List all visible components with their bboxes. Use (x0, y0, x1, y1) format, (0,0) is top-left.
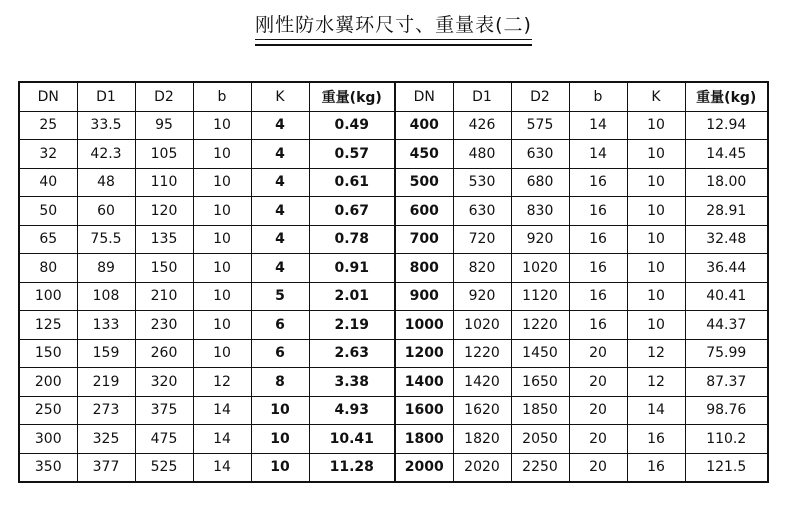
table-cell: 450 (395, 140, 453, 169)
table-cell: 2050 (511, 425, 569, 454)
table-cell: 10 (627, 111, 685, 140)
table-cell: 12.94 (685, 111, 768, 140)
table-row (19, 254, 768, 283)
table-cell: 4.93 (309, 396, 395, 425)
table-cell: 150 (135, 254, 193, 283)
table-row (19, 168, 768, 197)
table-cell: 680 (511, 168, 569, 197)
table-cell: 1800 (395, 425, 453, 454)
table-cell: 6 (251, 311, 309, 340)
table-cell: 426 (453, 111, 511, 140)
column-header: b (569, 82, 627, 111)
column-header: 重量(kg) (309, 82, 395, 111)
table-cell: 133 (77, 311, 135, 340)
column-header: K (627, 82, 685, 111)
table-cell: 65 (19, 225, 77, 254)
table-cell: 121.5 (685, 453, 768, 482)
table-row (19, 368, 768, 397)
table-cell: 108 (77, 282, 135, 311)
table-cell: 10 (627, 282, 685, 311)
table-cell: 630 (453, 197, 511, 226)
table-cell: 110.2 (685, 425, 768, 454)
table-cell: 1620 (453, 396, 511, 425)
table-cell: 0.61 (309, 168, 395, 197)
table-cell: 219 (77, 368, 135, 397)
table-cell: 1200 (395, 339, 453, 368)
table-cell: 600 (395, 197, 453, 226)
table-cell: 28.91 (685, 197, 768, 226)
table-cell: 1850 (511, 396, 569, 425)
table-cell: 4 (251, 254, 309, 283)
table-cell: 0.91 (309, 254, 395, 283)
table-cell: 98.76 (685, 396, 768, 425)
table-cell: 375 (135, 396, 193, 425)
table-cell: 14.45 (685, 140, 768, 169)
table-cell: 0.49 (309, 111, 395, 140)
table-cell: 95 (135, 111, 193, 140)
table-cell: 33.5 (77, 111, 135, 140)
table-cell: 10.41 (309, 425, 395, 454)
table-cell: 87.37 (685, 368, 768, 397)
table-cell: 480 (453, 140, 511, 169)
table-cell: 250 (19, 396, 77, 425)
table-cell: 10 (193, 311, 251, 340)
table-cell: 80 (19, 254, 77, 283)
table-cell: 325 (77, 425, 135, 454)
table-cell: 16 (627, 453, 685, 482)
table-cell: 2020 (453, 453, 511, 482)
table-cell: 110 (135, 168, 193, 197)
table-cell: 0.78 (309, 225, 395, 254)
table-cell: 14 (193, 425, 251, 454)
table-cell: 10 (193, 225, 251, 254)
table-cell: 10 (627, 168, 685, 197)
table-cell: 500 (395, 168, 453, 197)
table-cell: 900 (395, 282, 453, 311)
table-row (19, 453, 768, 482)
table-cell: 2.01 (309, 282, 395, 311)
table-cell: 1600 (395, 396, 453, 425)
table-cell: 10 (193, 339, 251, 368)
table-cell: 4 (251, 225, 309, 254)
table-cell: 159 (77, 339, 135, 368)
table-cell: 377 (77, 453, 135, 482)
table-cell: 1450 (511, 339, 569, 368)
table-cell: 14 (569, 140, 627, 169)
table-cell: 10 (193, 140, 251, 169)
table-cell: 11.28 (309, 453, 395, 482)
table-cell: 12 (193, 368, 251, 397)
table-cell: 10 (193, 197, 251, 226)
table-cell: 3.38 (309, 368, 395, 397)
table-row (19, 396, 768, 425)
table-cell: 20 (569, 453, 627, 482)
table-cell: 2.19 (309, 311, 395, 340)
table-cell: 12 (627, 368, 685, 397)
table-cell: 150 (19, 339, 77, 368)
table-cell: 25 (19, 111, 77, 140)
table-cell: 720 (453, 225, 511, 254)
table-cell: 6 (251, 339, 309, 368)
page-title (0, 10, 787, 46)
table-cell: 4 (251, 197, 309, 226)
table-cell: 20 (569, 368, 627, 397)
table-cell: 1120 (511, 282, 569, 311)
table-cell: 36.44 (685, 254, 768, 283)
table-header-row (19, 82, 768, 111)
column-header: D2 (511, 82, 569, 111)
table-cell: 32.48 (685, 225, 768, 254)
table-cell: 320 (135, 368, 193, 397)
table-cell: 10 (251, 396, 309, 425)
table-row (19, 282, 768, 311)
table-cell: 10 (251, 453, 309, 482)
table-cell: 1020 (511, 254, 569, 283)
table-cell: 18.00 (685, 168, 768, 197)
table-cell: 400 (395, 111, 453, 140)
table-cell: 10 (627, 225, 685, 254)
column-header: 重量(kg) (685, 82, 768, 111)
table-cell: 4 (251, 168, 309, 197)
table-cell: 210 (135, 282, 193, 311)
table-cell: 920 (453, 282, 511, 311)
table-cell: 800 (395, 254, 453, 283)
table-cell: 0.67 (309, 197, 395, 226)
table-cell: 105 (135, 140, 193, 169)
table-cell: 5 (251, 282, 309, 311)
column-header: D1 (453, 82, 511, 111)
table-cell: 200 (19, 368, 77, 397)
table-cell: 50 (19, 197, 77, 226)
table-cell: 8 (251, 368, 309, 397)
table-row (19, 111, 768, 140)
table-row (19, 225, 768, 254)
table-cell: 10 (193, 168, 251, 197)
table-cell: 75.99 (685, 339, 768, 368)
table-cell: 89 (77, 254, 135, 283)
table-cell: 2250 (511, 453, 569, 482)
table-cell: 1820 (453, 425, 511, 454)
title-text: 刚性防水翼环尺寸、重量表(二) (255, 10, 532, 46)
table-cell: 525 (135, 453, 193, 482)
table-cell: 10 (251, 425, 309, 454)
table-row (19, 425, 768, 454)
column-header: b (193, 82, 251, 111)
table-cell: 135 (135, 225, 193, 254)
table-row (19, 339, 768, 368)
table-cell: 260 (135, 339, 193, 368)
table-cell: 820 (453, 254, 511, 283)
table-cell: 1420 (453, 368, 511, 397)
table-cell: 20 (569, 339, 627, 368)
table-cell: 16 (569, 197, 627, 226)
table-cell: 10 (193, 254, 251, 283)
table-cell: 20 (569, 396, 627, 425)
table-cell: 32 (19, 140, 77, 169)
table-cell: 10 (627, 140, 685, 169)
column-header: DN (395, 82, 453, 111)
table-cell: 1400 (395, 368, 453, 397)
table-cell: 530 (453, 168, 511, 197)
column-header: DN (19, 82, 77, 111)
table-cell: 100 (19, 282, 77, 311)
table-cell: 12 (627, 339, 685, 368)
table-cell: 2000 (395, 453, 453, 482)
table-cell: 44.37 (685, 311, 768, 340)
table-cell: 230 (135, 311, 193, 340)
table-cell: 1000 (395, 311, 453, 340)
table-cell: 630 (511, 140, 569, 169)
table-cell: 920 (511, 225, 569, 254)
table-cell: 1020 (453, 311, 511, 340)
table-cell: 4 (251, 140, 309, 169)
table-cell: 10 (193, 282, 251, 311)
table-cell: 20 (569, 425, 627, 454)
table-cell: 10 (627, 254, 685, 283)
table-cell: 700 (395, 225, 453, 254)
table-cell: 2.63 (309, 339, 395, 368)
column-header: K (251, 82, 309, 111)
table-row (19, 311, 768, 340)
table-cell: 48 (77, 168, 135, 197)
table-cell: 42.3 (77, 140, 135, 169)
table-cell: 0.57 (309, 140, 395, 169)
table-cell: 14 (193, 453, 251, 482)
table-cell: 1220 (453, 339, 511, 368)
table-cell: 14 (569, 111, 627, 140)
table-cell: 16 (627, 425, 685, 454)
table-cell: 10 (627, 197, 685, 226)
table-row (19, 197, 768, 226)
table-row (19, 140, 768, 169)
table-cell: 10 (193, 111, 251, 140)
table-cell: 273 (77, 396, 135, 425)
table-cell: 1220 (511, 311, 569, 340)
table-cell: 475 (135, 425, 193, 454)
size-weight-table (18, 81, 769, 483)
table-cell: 830 (511, 197, 569, 226)
table-cell: 40.41 (685, 282, 768, 311)
table-cell: 350 (19, 453, 77, 482)
table-cell: 14 (627, 396, 685, 425)
table-cell: 1650 (511, 368, 569, 397)
table-cell: 75.5 (77, 225, 135, 254)
table-cell: 10 (627, 311, 685, 340)
table-cell: 14 (193, 396, 251, 425)
table-cell: 300 (19, 425, 77, 454)
table-cell: 16 (569, 254, 627, 283)
column-header: D1 (77, 82, 135, 111)
column-header: D2 (135, 82, 193, 111)
table-cell: 16 (569, 282, 627, 311)
table-cell: 16 (569, 168, 627, 197)
table-cell: 120 (135, 197, 193, 226)
table-cell: 125 (19, 311, 77, 340)
table-cell: 16 (569, 311, 627, 340)
table-cell: 4 (251, 111, 309, 140)
table-cell: 575 (511, 111, 569, 140)
table-cell: 60 (77, 197, 135, 226)
table-cell: 16 (569, 225, 627, 254)
table-cell: 40 (19, 168, 77, 197)
